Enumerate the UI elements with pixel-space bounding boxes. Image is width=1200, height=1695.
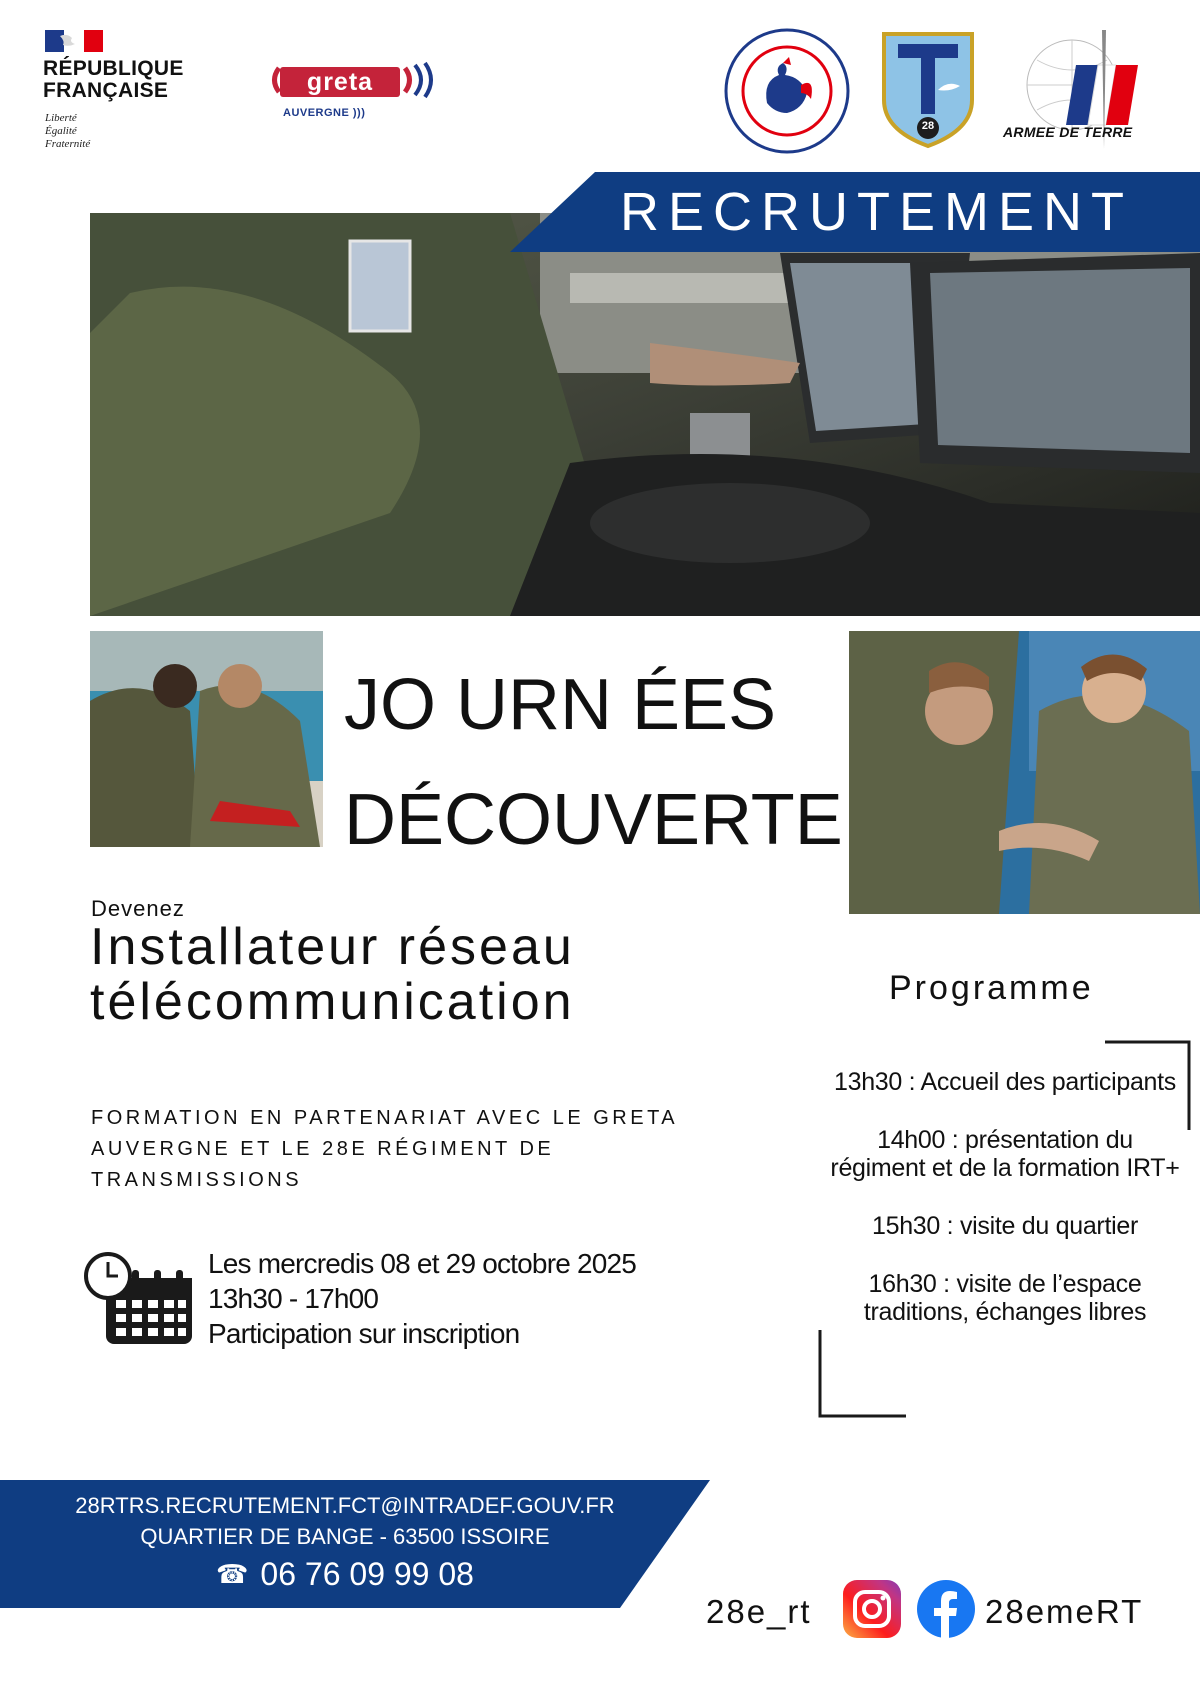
programme-item: 16h30 : visite de l’espace traditions, échanges libres: [863, 1270, 1147, 1326]
republique-line1: RÉPUBLIQUE: [43, 57, 184, 80]
programme-item: 15h30 : visite du quartier: [872, 1212, 1138, 1240]
republique-francaise-logo: [43, 58, 184, 102]
badge-number: 28: [921, 120, 935, 132]
facebook-handle[interactable]: 28emeRT: [985, 1593, 1144, 1630]
phone-icon: ☎: [216, 1559, 249, 1589]
cohesion-nationale-logo: [723, 27, 851, 155]
programme-title: Programme: [889, 969, 1094, 1007]
job-title: Installateur réseau télécommunication: [90, 918, 575, 1031]
programme-list: [830, 1068, 1180, 1356]
event-dates: Les mercredis 08 et 29 octobre 2025: [208, 1248, 637, 1279]
programme-item: 13h30 : Accueil des participants: [833, 1068, 1176, 1096]
contact-email[interactable]: 28RTRS.RECRUTEMENT.FCT@INTRADEF.GOUV.FR: [75, 1493, 615, 1518]
partnership-text: FORMATION EN PARTENARIAT AVEC LE GRETA AUVERGNE ET LE 28E RÉGIMENT DE TRANSMISSIONS: [91, 1107, 678, 1191]
greta-logo: greta: [280, 67, 400, 97]
motto-fraternite: Fraternité: [45, 138, 91, 150]
journees-title: JO URN ÉES: [344, 665, 777, 745]
contact-address: QUARTIER DE BANGE - 63500 ISSOIRE: [140, 1524, 550, 1549]
facebook-icon[interactable]: [915, 1578, 977, 1640]
instagram-handle[interactable]: 28e_rt: [706, 1593, 812, 1630]
contact-phone: 06 76 09 99 08: [260, 1556, 474, 1592]
recrutement-title: RECRUTEMENT: [620, 182, 1133, 242]
contact-block: [0, 1490, 690, 1594]
greta-subtitle: AUVERGNE ))): [283, 107, 366, 119]
armee-de-terre-label: ARMEE DE TERRE: [1003, 124, 1133, 140]
soldier-laptop-photo: [90, 213, 1200, 616]
event-hours: 13h30 - 17h00: [208, 1283, 379, 1314]
soldiers-cabling-photo: [849, 631, 1200, 914]
republique-line2: FRANÇAISE: [43, 79, 169, 102]
devenez-label: Devenez: [91, 896, 185, 921]
motto-liberte: Liberté: [45, 112, 77, 124]
contact-phone-row[interactable]: [0, 1554, 690, 1594]
calendar-clock-icon: [84, 1252, 194, 1348]
event-details: [208, 1246, 636, 1351]
motto-egalite: Égalité: [45, 125, 77, 137]
regiment-28-badge-icon: [880, 30, 976, 150]
republique-motto: [45, 112, 90, 151]
programme-item: 14h00 : présentation du régiment et de la formation IRT+: [830, 1126, 1180, 1182]
soldiers-working-photo: [90, 631, 323, 847]
marianne-flag-icon: [45, 30, 103, 52]
instagram-icon[interactable]: [841, 1578, 903, 1640]
event-note: Participation sur inscription: [208, 1318, 520, 1349]
decouverte-title: DÉCOUVERTE: [344, 780, 843, 860]
